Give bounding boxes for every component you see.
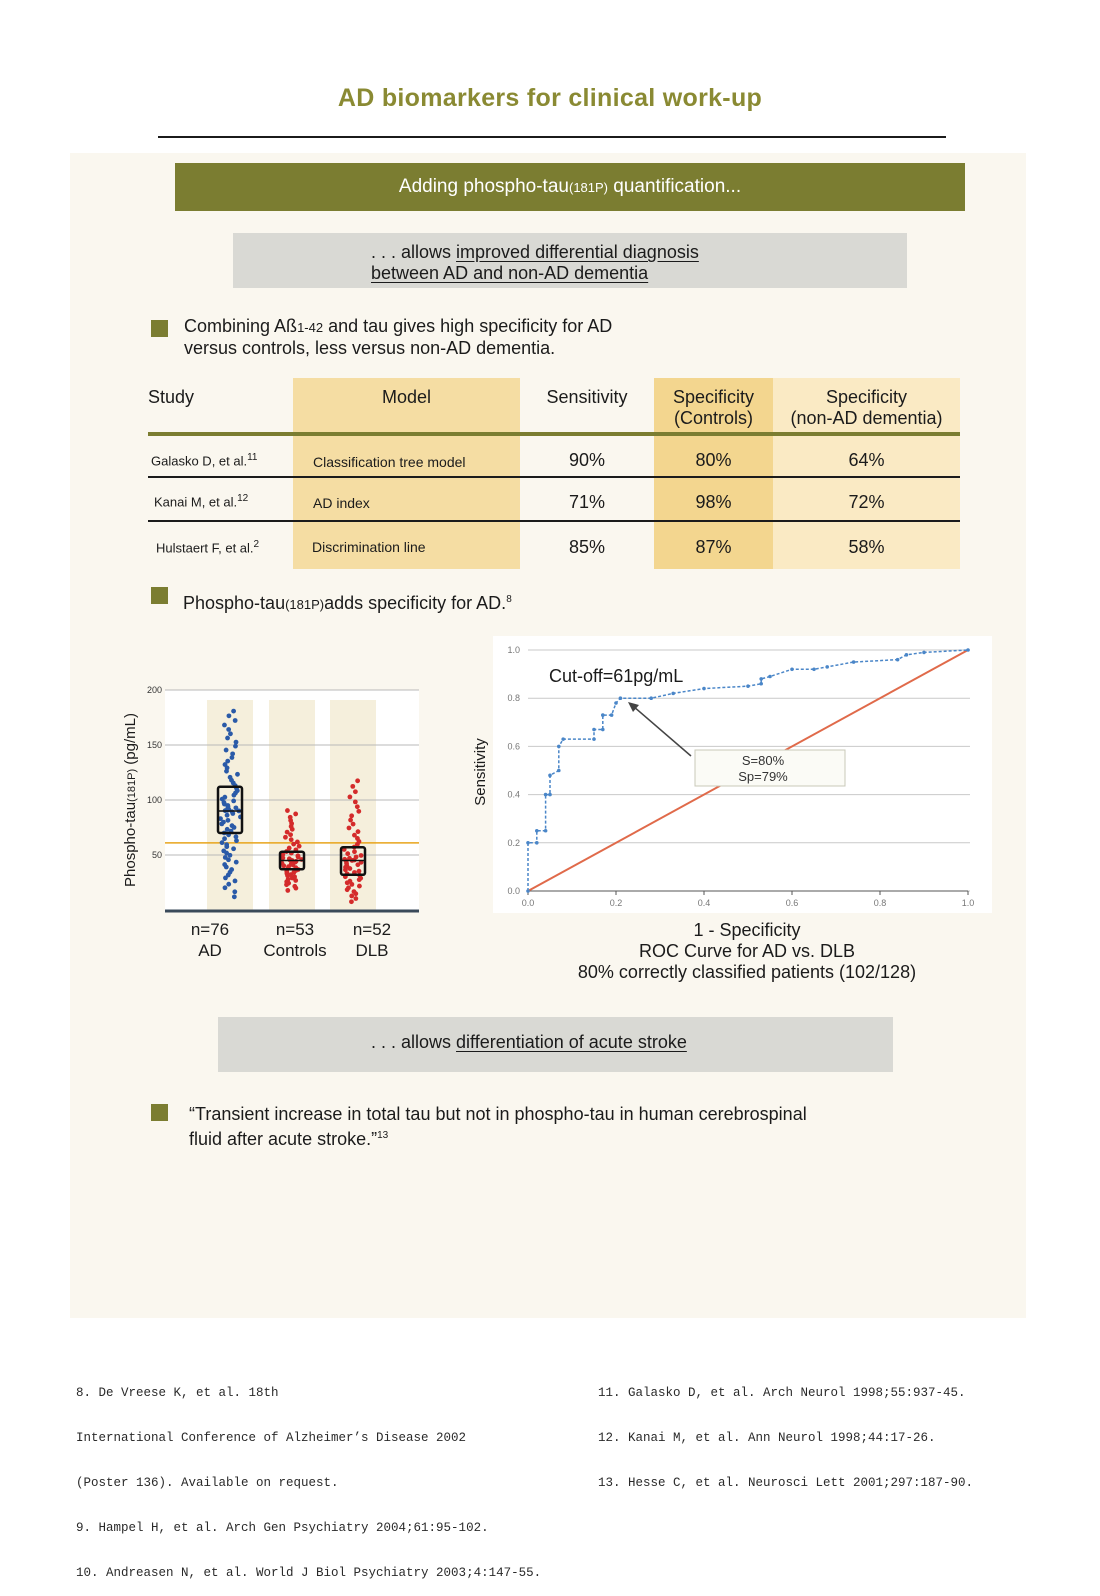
cell-spec-nonad: 72% (848, 492, 885, 512)
y-axis-label (122, 713, 139, 887)
cell-model: Discrimination line (312, 539, 426, 555)
page-title: AD biomarkers for clinical work-up (337, 84, 763, 112)
table-row-study (156, 539, 259, 555)
data-point (233, 879, 238, 884)
data-point (232, 889, 237, 894)
x-tick-label: 0.4 (697, 898, 711, 908)
cell-spec-controls: 80% (695, 450, 732, 470)
data-point (285, 830, 290, 835)
roc-point (544, 793, 548, 797)
data-point (233, 718, 238, 723)
data-point (228, 775, 233, 780)
data-point (353, 896, 358, 901)
section-heading-stroke (218, 1017, 893, 1072)
data-point (232, 894, 237, 899)
roc-chart (465, 636, 995, 986)
data-point (235, 772, 240, 777)
x-tick-label: 0.6 (785, 898, 799, 908)
roc-point (746, 684, 750, 688)
y-tick-label: 150 (146, 740, 162, 750)
th-spec-nonad (773, 387, 960, 429)
bullet2-part2: adds specificity for AD. (324, 593, 507, 613)
cell-ref: 2 (253, 539, 260, 550)
bullet-text-1 (184, 316, 612, 359)
cell-ref: 11 (247, 452, 258, 463)
data-point (230, 751, 235, 756)
th-sensitivity: Sensitivity (546, 387, 628, 407)
heading2-underlined: differentiation of acute stroke (456, 1032, 687, 1052)
roc-point (671, 692, 675, 696)
y-label-unit: (pg/mL) (122, 713, 139, 769)
data-point (353, 789, 358, 794)
data-point (348, 879, 353, 884)
bullet1-part2: and tau gives high specificity for AD (323, 316, 613, 336)
data-point (292, 884, 297, 889)
box-line-1: S=80% (741, 753, 785, 768)
data-point (352, 889, 357, 894)
cell-spec-controls: 98% (695, 492, 732, 512)
roc-point (896, 658, 900, 662)
th-spec-nonad-1: Specificity (825, 387, 908, 407)
th-model: Model (381, 387, 432, 407)
section-banner (175, 163, 965, 211)
data-point (231, 798, 236, 803)
data-point (226, 727, 231, 732)
data-point (234, 834, 239, 839)
roc-point (702, 687, 706, 691)
x-tick-label: 0.2 (609, 898, 623, 908)
data-point (288, 815, 293, 820)
roc-point (526, 841, 530, 845)
cutoff-annotation: Cut-off=61pg/mL (549, 666, 684, 686)
x-tick-label: 0.0 (521, 898, 535, 908)
data-point (221, 848, 226, 853)
roc-point (922, 651, 926, 655)
table-row-study (151, 452, 258, 468)
heading-underlined-2: between AD and non-AD dementia (371, 263, 649, 283)
table-row-rule (148, 520, 960, 522)
y-tick-label: 0.2 (507, 837, 520, 848)
data-point (349, 899, 354, 904)
roc-point (557, 745, 561, 749)
roc-point (548, 793, 552, 797)
table-row-study (154, 493, 248, 509)
roc-caption: 80% correctly classified patients (102/128) (577, 962, 917, 982)
data-point (225, 813, 230, 818)
roc-point (535, 829, 539, 833)
roc-point (526, 889, 530, 893)
data-point (356, 829, 361, 834)
banner-main: Adding phospho-tau (398, 176, 569, 197)
banner-sub: (181P) (568, 180, 609, 195)
data-point (220, 840, 225, 845)
data-point (356, 809, 361, 814)
data-point (296, 853, 301, 858)
data-point (349, 813, 354, 818)
table-header-rule (148, 432, 960, 436)
data-point (227, 713, 232, 718)
data-point (352, 849, 357, 854)
roc-title: ROC Curve for AD vs. DLB (638, 941, 856, 961)
footnote: (Poster 136). Available on request. (76, 1476, 339, 1490)
data-point (345, 851, 350, 856)
data-point (234, 860, 239, 865)
roc-point (759, 677, 763, 681)
footnote: 10. Andreasen N, et al. World J Biol Psychiatry 2003;4:147-55. (76, 1566, 542, 1580)
group-name-label: AD (198, 941, 222, 960)
roc-point (825, 665, 829, 669)
roc-point (610, 713, 614, 717)
roc-point (649, 696, 653, 700)
data-point (283, 835, 288, 840)
cell-study: Kanai M, et al. (154, 494, 238, 510)
data-point (230, 823, 235, 828)
roc-point (759, 682, 763, 686)
roc-point (561, 737, 565, 741)
roc-point (557, 769, 561, 773)
bullet3-ref: 13 (377, 1130, 389, 1141)
data-point (285, 808, 290, 813)
data-point (224, 842, 229, 847)
y-tick-label: 1.0 (507, 645, 520, 655)
data-point (222, 795, 227, 800)
footnote: 9. Hampel H, et al. Arch Gen Psychiatry 2004;61:95-102. (76, 1521, 489, 1535)
y-label-main: Phospho-tau (122, 801, 139, 887)
data-point (346, 885, 351, 890)
heading2-prefix: . . . allows (371, 1032, 457, 1052)
box-line-2: Sp=79% (738, 769, 788, 784)
data-point (226, 882, 231, 887)
y-tick-label: 100 (146, 795, 162, 805)
data-point (289, 837, 294, 842)
data-point (357, 884, 362, 889)
bullet1-sub: 1-42 (297, 320, 324, 335)
data-point (226, 818, 231, 823)
data-point (231, 709, 236, 714)
group-name-label: DLB (355, 941, 389, 960)
bullet2-ref: 8 (506, 594, 512, 605)
data-point (228, 731, 233, 736)
y-tick-label: 0.8 (507, 693, 520, 704)
data-point (231, 846, 236, 851)
roc-point (905, 653, 909, 657)
bullet1-part1: Combining Aß (184, 316, 298, 336)
footnote: 11. Galasko D, et al. Arch Neurol 1998;55:937-45. (598, 1386, 966, 1400)
dot-plot-chart (115, 680, 435, 970)
y-tick-label: 50 (151, 850, 162, 860)
data-point (225, 827, 230, 832)
bullet3-line1: “Transient increase in total tau but not in phospho-tau in human cerebrospinal (189, 1104, 807, 1124)
cell-study: Hulstaert F, et al. (156, 540, 254, 556)
roc-x-label: 1 - Specificity (693, 920, 801, 940)
roc-point (768, 675, 772, 679)
data-point (223, 885, 228, 890)
th-spec-controls-1: Specificity (672, 387, 755, 407)
cell-sensitivity: 85% (568, 537, 606, 557)
data-point (347, 795, 352, 800)
cell-model: Classification tree model (313, 454, 466, 470)
group-n-label: n=52 (352, 920, 392, 939)
footnote: 12. Kanai M, et al. Ann Neurol 1998;44:17-26. (598, 1431, 936, 1445)
data-point (349, 894, 354, 899)
data-point (355, 778, 360, 783)
y-tick-label: 200 (146, 685, 162, 695)
cell-spec-nonad: 64% (848, 450, 885, 470)
bullet1-line2: versus controls, less versus non-AD dementia. (184, 338, 556, 358)
data-point (355, 804, 360, 809)
table-row-rule (148, 476, 960, 478)
bullet2-sub: (181P) (285, 597, 325, 612)
data-point (352, 833, 357, 838)
y-label-sub: (181P) (126, 768, 138, 802)
group-band (330, 700, 376, 910)
data-point (354, 855, 359, 860)
cell-sensitivity: 71% (568, 492, 606, 512)
x-tick-label: 1.0 (961, 898, 975, 908)
x-tick-label: 0.8 (873, 898, 887, 908)
section-heading-diagnosis (233, 233, 907, 288)
y-tick-label: 0.4 (507, 789, 520, 800)
data-point (348, 818, 353, 823)
roc-point (544, 829, 548, 833)
bullet-square (151, 320, 168, 337)
roc-point (592, 728, 596, 732)
data-point (224, 748, 229, 753)
data-point (225, 736, 230, 741)
footnote: 13. Hesse C, et al. Neurosci Lett 2001;297:187-90. (598, 1476, 974, 1490)
roc-point (548, 774, 552, 778)
roc-point (601, 728, 605, 732)
cell-spec-controls: 87% (695, 537, 732, 557)
data-point (359, 853, 364, 858)
th-spec-nonad-2: (non-AD dementia) (790, 408, 943, 428)
roc-point (619, 696, 623, 700)
data-point (353, 800, 358, 805)
data-point (295, 840, 300, 845)
cell-sensitivity: 90% (568, 450, 606, 470)
roc-point (614, 701, 618, 705)
data-point (285, 888, 290, 893)
data-point (357, 869, 362, 874)
roc-point (812, 667, 816, 671)
heading-underlined-1: improved differential diagnosis (456, 242, 699, 262)
roc-point (535, 841, 539, 845)
bullet2-part1: Phospho-tau (183, 593, 286, 613)
th-spec-controls (654, 387, 773, 429)
group-n-label: n=76 (190, 920, 230, 939)
data-point (222, 723, 227, 728)
data-point (350, 784, 355, 789)
data-point (222, 862, 227, 867)
data-point (233, 805, 238, 810)
y-tick-label: 0.0 (507, 886, 520, 896)
footnotes-right (598, 1356, 973, 1506)
footnotes-left (76, 1356, 541, 1596)
bullet3-line2: fluid after acute stroke.” (189, 1129, 378, 1149)
bullet-square (151, 587, 168, 604)
data-point (225, 759, 230, 764)
data-point (229, 867, 234, 872)
data-point (351, 822, 356, 827)
bullet-square (151, 1104, 168, 1121)
roc-point (966, 648, 970, 652)
cell-spec-nonad: 58% (848, 537, 885, 557)
y-tick-label: 0.6 (507, 741, 520, 752)
group-n-label: n=53 (275, 920, 315, 939)
data-point (297, 844, 302, 849)
roc-point (852, 660, 856, 664)
data-point (223, 855, 228, 860)
bullet-text-2 (183, 589, 512, 615)
th-spec-controls-2: (Controls) (673, 408, 753, 428)
banner-tail: quantification... (608, 176, 742, 197)
data-point (293, 812, 298, 817)
data-point (347, 826, 352, 831)
data-point (287, 846, 292, 851)
cell-ref: 12 (237, 493, 249, 504)
cell-model: AD index (313, 495, 370, 511)
title-rule (158, 136, 946, 138)
bullet-text-3 (189, 1104, 807, 1150)
th-study: Study (148, 387, 195, 407)
data-point (222, 836, 227, 841)
cell-study: Galasko D, et al. (151, 453, 248, 469)
footnote: 8. De Vreese K, et al. 18th (76, 1386, 279, 1400)
heading-prefix: . . . allows (371, 242, 457, 262)
roc-point (592, 737, 596, 741)
group-name-label: Controls (263, 941, 327, 960)
data-point (234, 740, 239, 745)
roc-y-label: Sensitivity (472, 738, 489, 806)
roc-point (601, 713, 605, 717)
roc-point (790, 667, 794, 671)
footnote: International Conference of Alzheimer’s Disease 2002 (76, 1431, 467, 1445)
